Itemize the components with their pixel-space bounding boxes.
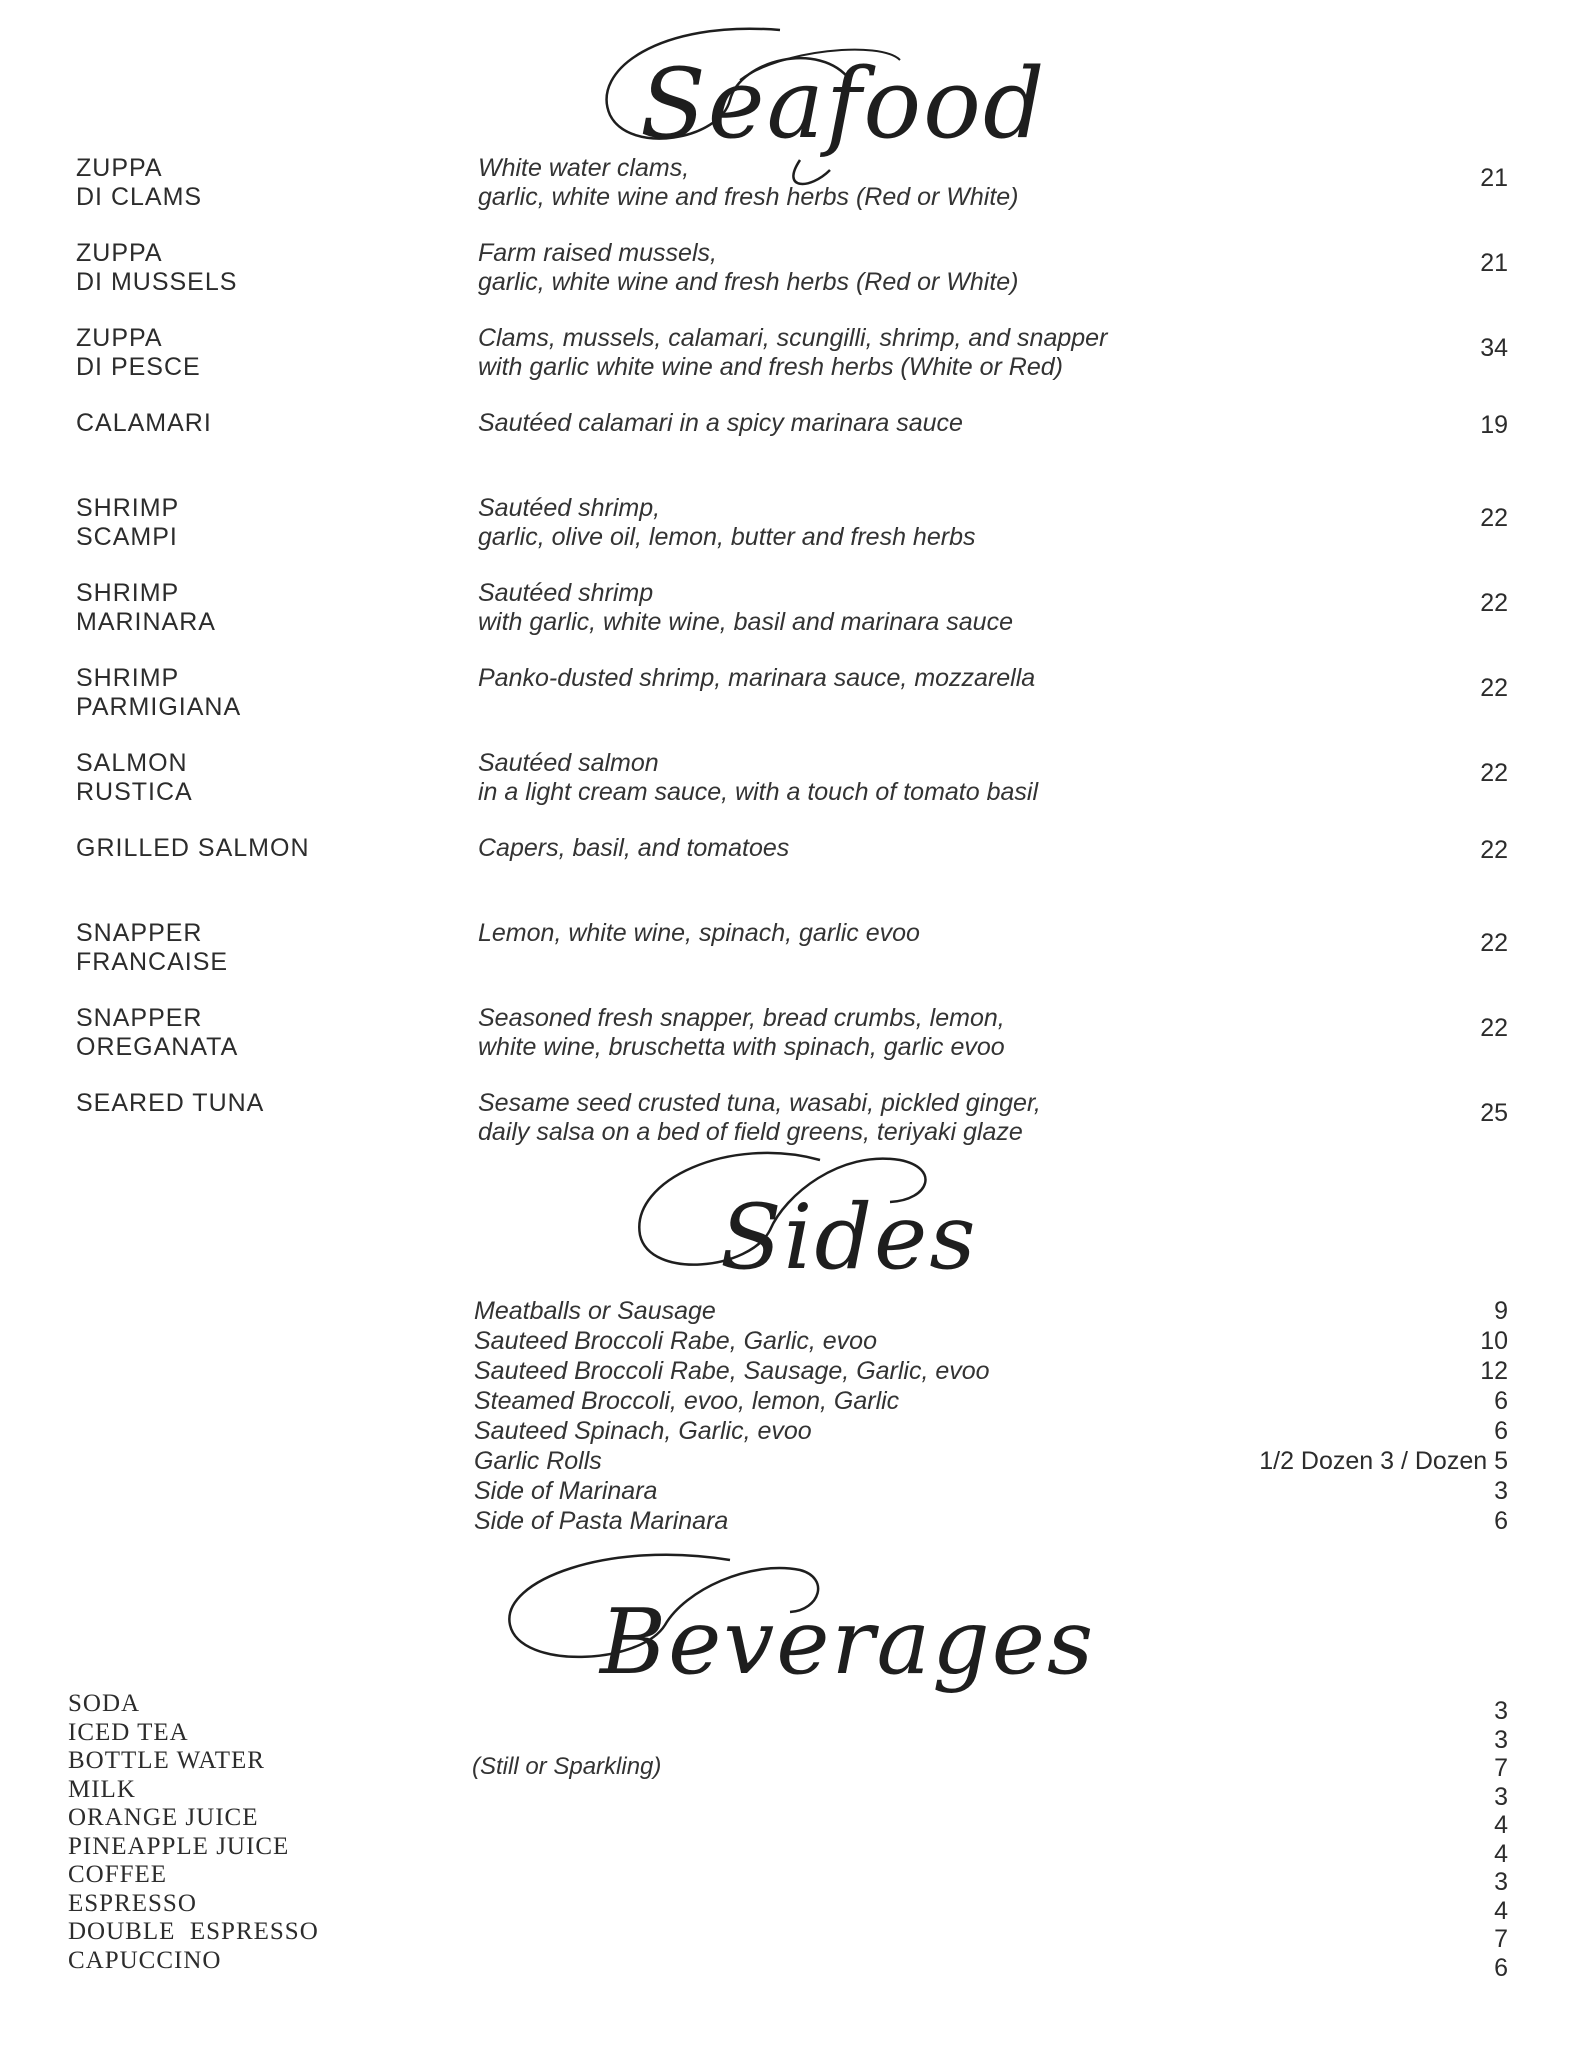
item-description (478, 664, 1035, 693)
item-name-line: FRANCAISE (76, 948, 229, 976)
item-name-line: PARMIGIANA (76, 693, 242, 721)
item-name-line: DI CLAMS (76, 183, 203, 211)
item-name-line: SNAPPER (76, 1004, 203, 1032)
item-name (76, 494, 179, 552)
item-name-line: MARINARA (76, 608, 216, 636)
item-name-line: ZUPPA (76, 324, 163, 352)
item-price: 22 (1480, 929, 1508, 957)
beverage-name: SODA (68, 1690, 141, 1717)
item-description-line: with garlic, white wine, basil and marinara sauce (478, 608, 1013, 636)
side-item (0, 1356, 1582, 1386)
item-price: 22 (1480, 589, 1508, 617)
item-description-line: Lemon, white wine, spinach, garlic evoo (478, 919, 920, 947)
item-description-line: Capers, basil, and tomatoes (478, 834, 790, 862)
item-price: 21 (1480, 249, 1508, 277)
item-description-line: in a light cream sauce, with a touch of tomato basil (478, 778, 1039, 806)
item-name-line: RUSTICA (76, 778, 193, 806)
side-name: Side of Pasta Marinara (474, 1507, 729, 1535)
beverages-heading: Beverages (600, 1590, 1096, 1695)
side-price: 3 (1494, 1477, 1508, 1505)
item-price: 22 (1480, 836, 1508, 864)
item-description (478, 749, 1038, 807)
item-description-line: Sautéed shrimp, (478, 494, 661, 522)
item-name (76, 664, 241, 722)
side-name: Garlic Rolls (474, 1447, 602, 1475)
beverage-name: PINEAPPLE JUICE (68, 1832, 290, 1860)
item-name (76, 749, 193, 807)
item-name (76, 1004, 238, 1062)
item-name-line: SHRIMP (76, 494, 180, 522)
sides-heading: Sides (720, 1185, 978, 1290)
side-name: Sauteed Broccoli Rabe, Garlic, evoo (474, 1327, 877, 1355)
item-name-line: CALAMARI (76, 409, 212, 437)
side-item (0, 1386, 1582, 1416)
item-description-line: Farm raised mussels, (478, 239, 717, 267)
side-name: Steamed Broccoli, evoo, lemon, Garlic (474, 1387, 900, 1415)
item-price: 34 (1480, 334, 1508, 362)
beverage-price: 3 (1494, 1868, 1508, 1896)
item-name (76, 1089, 264, 1118)
item-description (478, 494, 975, 552)
item-description-line: Sautéed salmon (478, 749, 659, 777)
item-price: 22 (1480, 759, 1508, 787)
item-name-line: OREGANATA (76, 1033, 239, 1061)
side-item (0, 1506, 1582, 1536)
item-description (478, 1004, 1005, 1062)
side-item (0, 1326, 1582, 1356)
item-description (478, 154, 1019, 212)
side-price: 6 (1494, 1387, 1508, 1415)
side-item (0, 1446, 1582, 1476)
item-price: 19 (1480, 411, 1508, 439)
item-name-line: DI PESCE (76, 353, 201, 381)
item-name (76, 409, 212, 438)
item-description-line: garlic, olive oil, lemon, butter and fresh herbs (478, 523, 976, 551)
side-item (0, 1296, 1582, 1326)
item-price: 22 (1480, 1014, 1508, 1042)
item-description (478, 579, 1013, 637)
item-description (478, 409, 963, 438)
item-name (76, 239, 237, 297)
item-description (478, 919, 920, 948)
item-description (478, 239, 1019, 297)
item-name-line: GRILLED SALMON (76, 834, 310, 862)
item-description-line: garlic, white wine and fresh herbs (Red or White) (478, 268, 1019, 296)
item-name-line: ZUPPA (76, 154, 163, 182)
beverage-name: DOUBLE ESPRESSO (68, 1918, 319, 1945)
item-price: 25 (1480, 1099, 1508, 1127)
beverage-price: 7 (1494, 1925, 1508, 1953)
beverage-name: BOTTLE WATER (68, 1747, 265, 1774)
item-description (478, 324, 1107, 382)
item-name (76, 154, 202, 212)
side-price: 9 (1494, 1297, 1508, 1325)
item-description-line: white wine, bruschetta with spinach, garlic evoo (478, 1033, 1005, 1061)
item-price: 22 (1480, 674, 1508, 702)
item-description-line: Sautéed shrimp (478, 579, 654, 607)
item-description-line: Clams, mussels, calamari, scungilli, shrimp, and snapper (478, 324, 1108, 352)
item-price: 21 (1480, 164, 1508, 192)
item-name (76, 579, 216, 637)
item-price: 22 (1480, 504, 1508, 532)
item-name (76, 919, 228, 977)
item-name (76, 834, 310, 863)
side-name: Sauteed Spinach, Garlic, evoo (474, 1417, 812, 1445)
side-price: 6 (1494, 1417, 1508, 1445)
beverage-price: 4 (1494, 1896, 1508, 1925)
item-name-line: SHRIMP (76, 579, 180, 607)
item-name-line: SHRIMP (76, 664, 180, 692)
item-name-line: SCAMPI (76, 523, 178, 551)
beverage-name: ORANGE JUICE (68, 1804, 259, 1831)
item-description-line: garlic, white wine and fresh herbs (Red or White) (478, 183, 1019, 211)
beverage-price: 4 (1494, 1839, 1508, 1868)
beverage-note: (Still or Sparkling) (472, 1753, 662, 1780)
side-item (0, 1416, 1582, 1446)
beverage-price: 3 (1494, 1725, 1508, 1754)
side-name: Sauteed Broccoli Rabe, Sausage, Garlic, evoo (474, 1357, 990, 1385)
item-name-line: SNAPPER (76, 919, 203, 947)
side-name: Meatballs or Sausage (474, 1297, 716, 1325)
item-description-line: daily salsa on a bed of field greens, teriyaki glaze (478, 1118, 1023, 1146)
beverage-name: CAPUCCINO (68, 1946, 222, 1974)
beverage-price: 3 (1494, 1782, 1508, 1811)
beverage-name: COFFEE (68, 1861, 168, 1888)
beverage-price: 4 (1494, 1811, 1508, 1839)
item-description (478, 834, 789, 863)
beverage-price: 3 (1494, 1697, 1508, 1725)
beverage-price: 7 (1494, 1754, 1508, 1782)
item-name (76, 324, 201, 382)
side-item (0, 1476, 1582, 1506)
seafood-heading: Seafood (640, 48, 1047, 160)
item-description-line: Sesame seed crusted tuna, wasabi, pickled ginger, (478, 1089, 1041, 1117)
item-description-line: Sautéed calamari in a spicy marinara sauce (478, 409, 963, 437)
item-description-line: with garlic white wine and fresh herbs (White or Red) (478, 353, 1063, 381)
item-name-line: SEARED TUNA (76, 1089, 265, 1117)
beverage-name: MILK (68, 1775, 136, 1803)
item-description-line: Panko-dusted shrimp, marinara sauce, mozzarella (478, 664, 1036, 692)
side-price: 1/2 Dozen 3 / Dozen 5 (1259, 1447, 1508, 1475)
item-description-line: White water clams, (478, 154, 690, 182)
side-name: Side of Marinara (474, 1477, 658, 1505)
item-description-line: Seasoned fresh snapper, bread crumbs, lemon, (478, 1004, 1005, 1032)
side-price: 6 (1494, 1507, 1508, 1535)
beverage-price: 6 (1494, 1953, 1508, 1982)
item-description (478, 1089, 1041, 1147)
item-name-line: SALMON (76, 749, 188, 777)
beverage-name: ESPRESSO (68, 1889, 197, 1917)
beverage-name: ICED TEA (68, 1718, 189, 1746)
side-price: 12 (1480, 1357, 1508, 1385)
side-price: 10 (1480, 1327, 1508, 1355)
item-name-line: ZUPPA (76, 239, 163, 267)
item-name-line: DI MUSSELS (76, 268, 238, 296)
